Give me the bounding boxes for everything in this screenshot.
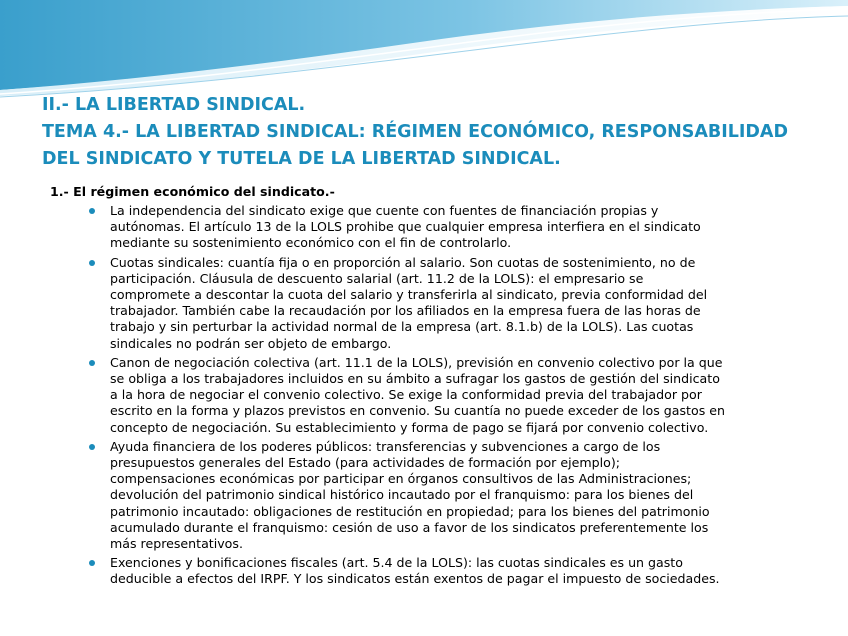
bullet-dot-icon xyxy=(89,360,95,366)
bullet-text xyxy=(110,439,810,552)
bullet-item xyxy=(110,255,810,352)
bullet-line: patrimonio incautado: obligaciones de restitución en propiedad; para los bienes del patrimonio xyxy=(110,503,710,519)
header-wave-decoration xyxy=(0,0,848,100)
bullet-line: Canon de negociación colectiva (art. 11.1 de la LOLS), previsión en convenio colectivo por la que xyxy=(110,354,723,370)
bullet-line: compensaciones económicas por participar en órganos consultivos de las Administraciones; xyxy=(110,471,692,487)
bullet-line: devolución del patrimonio sindical histórico incautado por el franquismo: para los bienes del xyxy=(110,487,694,503)
title-line: DEL SINDICATO Y TUTELA DE LA LIBERTAD SINDICAL. xyxy=(42,149,561,169)
bullet-dot-icon xyxy=(89,444,95,450)
bullet-item xyxy=(110,203,810,252)
bullet-text xyxy=(110,255,810,352)
bullet-line: se obliga a los trabajadores incluidos en su ámbito a sufragar los gastos de gestión del sindicato xyxy=(110,371,720,387)
slide-title xyxy=(42,92,832,173)
bullet-line: participación. Cláusula de descuento salarial (art. 11.2 de la LOLS): el empresario se xyxy=(110,270,644,286)
bullet-item xyxy=(110,355,810,436)
bullet-line: Ayuda financiera de los poderes públicos: transferencias y subvenciones a cargo de los xyxy=(110,438,661,454)
bullet-line: mediante su sostenimiento económico con el fin de controlarlo. xyxy=(110,235,512,251)
bullet-item xyxy=(110,555,810,587)
bullet-text xyxy=(110,203,810,252)
bullet-line: trabajador. También cabe la recaudación por los afiliados en la empresa fuera de las horas de xyxy=(110,303,701,319)
bullet-line: presupuestos generales del Estado (para actividades de formación por ejemplo); xyxy=(110,455,620,471)
bullet-line: acumulado durante el franquismo: cesión de uso a favor de los sindicatos preferentemente los xyxy=(110,519,709,535)
bullet-line: escrito en la forma y plazos previstos en convenio. Su cuantía no puede exceder de los gastos en xyxy=(110,403,725,419)
bullet-line: concepto de negociación. Su establecimiento y forma de pago se fijará por convenio colectivo. xyxy=(110,419,709,435)
bullet-line: Cuotas sindicales: cuantía fija o en proporción al salario. Son cuotas de sostenimiento, no de xyxy=(110,254,696,270)
bullet-text xyxy=(110,555,810,587)
bullet-text xyxy=(110,355,810,436)
bullet-line: La independencia del sindicato exige que cuente con fuentes de financiación propias y xyxy=(110,203,659,218)
bullet-line: a la hora de negociar el convenio colectivo. Se exige la conformidad previa del trabajador por xyxy=(110,387,702,403)
title-line: TEMA 4.- LA LIBERTAD SINDICAL: RÉGIMEN ECONÓMICO, RESPONSABILIDAD xyxy=(42,122,788,142)
bullet-line: trabajo y sin perturbar la actividad normal de la empresa (art. 8.1.b) de la LOLS). Las cuotas xyxy=(110,319,694,335)
bullet-list xyxy=(110,203,810,591)
bullet-line: sindicales no podrán ser objeto de embargo. xyxy=(110,335,392,351)
bullet-item xyxy=(110,439,810,552)
bullet-dot-icon xyxy=(89,260,95,266)
bullet-dot-icon xyxy=(89,560,95,566)
bullet-line: compromete a descontar la cuota del salario y transferirla al sindicato, previa conformidad del xyxy=(110,287,708,303)
section-heading: 1.- El régimen económico del sindicato.- xyxy=(50,184,335,199)
bullet-line: Exenciones y bonificaciones fiscales (art. 5.4 de la LOLS): las cuotas sindicales es un gasto xyxy=(110,555,683,571)
bullet-line: autónomas. El artículo 13 de la LOLS prohibe que cualquier empresa interfiera en el sindicato xyxy=(110,219,701,235)
bullet-dot-icon xyxy=(89,208,95,214)
bullet-line: deducible a efectos del IRPF. Y los sindicatos están exentos de pagar el impuesto de sociedades. xyxy=(110,571,720,587)
bullet-line: más representativos. xyxy=(110,536,243,552)
title-line: II.- LA LIBERTAD SINDICAL. xyxy=(42,95,306,115)
